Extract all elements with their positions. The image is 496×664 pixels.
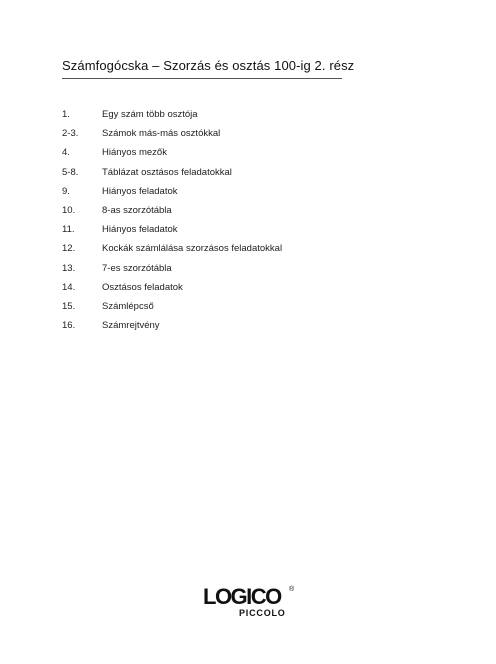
- item-title: Hiányos mezők: [102, 147, 167, 159]
- list-item: [62, 316, 282, 335]
- page-title: Számfogócska – Szorzás és osztás 100-ig 2. rész: [62, 58, 355, 73]
- logo-registered-mark: ®: [289, 586, 295, 593]
- list-item: [62, 239, 282, 258]
- item-title: Számok más-más osztókkal: [102, 128, 221, 140]
- item-number: 11.: [62, 224, 75, 236]
- item-number: 1.: [62, 109, 70, 121]
- item-title: Hiányos feladatok: [102, 224, 178, 236]
- item-number: 2-3.: [62, 128, 79, 140]
- list-item: [62, 163, 282, 182]
- list-item: [62, 124, 282, 143]
- title-divider: [62, 78, 342, 79]
- list-item: [62, 278, 282, 297]
- list-item: [62, 297, 282, 316]
- item-number: 14.: [62, 281, 76, 293]
- item-number: 13.: [62, 262, 76, 274]
- item-number: 10.: [62, 205, 76, 217]
- list-item: [62, 220, 282, 239]
- logo-sub-text: PICCOLO: [239, 608, 286, 618]
- item-title: Számrejtvény: [102, 320, 160, 332]
- list-item: [62, 105, 282, 124]
- item-title: 7-es szorzótábla: [102, 262, 172, 274]
- table-of-contents: [62, 105, 282, 335]
- item-title: Hiányos feladatok: [102, 185, 178, 197]
- item-title: Számlépcső: [102, 300, 154, 312]
- item-number: 4.: [62, 147, 70, 159]
- item-number: 9.: [62, 185, 70, 197]
- list-item: [62, 143, 282, 162]
- logo-brand-text: LOGICO: [203, 584, 281, 609]
- item-title: Táblázat osztásos feladatokkal: [102, 166, 232, 178]
- list-item: [62, 182, 282, 201]
- item-title: 8-as szorzótábla: [102, 205, 172, 217]
- item-number: 16.: [62, 320, 76, 332]
- item-title: Egy szám több osztója: [102, 109, 198, 121]
- item-number: 5-8.: [62, 166, 79, 178]
- item-title: Kockák számlálása szorzásos feladatokkal: [102, 243, 283, 255]
- list-item: [62, 201, 282, 220]
- item-number: 15.: [62, 300, 76, 312]
- item-title: Osztásos feladatok: [102, 281, 183, 293]
- list-item: [62, 259, 282, 278]
- item-number: 12.: [62, 243, 76, 255]
- logico-piccolo-logo: [203, 582, 303, 622]
